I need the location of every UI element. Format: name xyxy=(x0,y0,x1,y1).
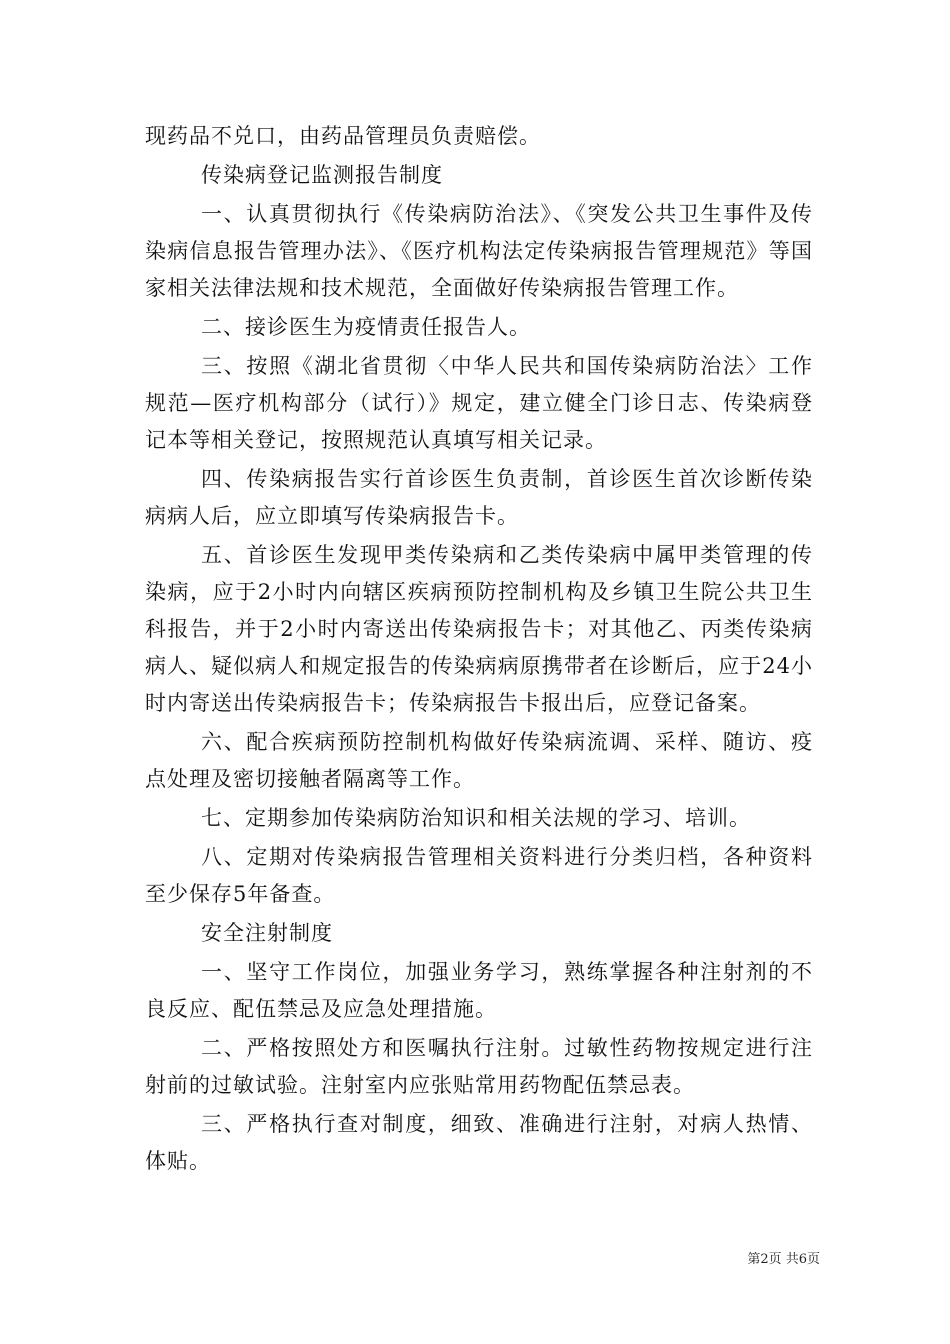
paragraph: 四、传染病报告实行首诊医生负责制，首诊医生首次诊断传染病病人后，应立即填写传染病报告卡。 xyxy=(145,467,813,528)
paragraph: 二、接诊医生为疫情责任报告人。 xyxy=(201,315,531,339)
paragraph: 一、认真贯彻执行《传染病防治法》、《突发公共卫生事件及传染病信息报告管理办法》、《医疗机构法定传染病报告管理规范》等国家相关法律法规和技术规范，全面做好传染病报告管理工作。 xyxy=(145,202,813,300)
paragraph: 五、首诊医生发现甲类传染病和乙类传染病中属甲类管理的传染病，应于2小时内向辖区疾病预防控制机构及乡镇卫生院公共卫生科报告，并于2小时内寄送出传染病报告卡；对其他乙、丙类传染病病人、疑似病人和规定报告的传染病病原携带者在诊断后，应于24小时内寄送出传染病报告卡；传染病报告卡报出后，应登记备案。 xyxy=(145,543,813,715)
section-heading-safe-injection: 安全注射制度 xyxy=(201,921,333,945)
paragraph: 三、按照《湖北省贯彻〈中华人民共和国传染病防治法〉工作规范—医疗机构部分（试行）》规定，建立健全门诊日志、传染病登记本等相关登记，按照规范认真填写相关记录。 xyxy=(145,354,813,452)
paragraph: 六、配合疾病预防控制机构做好传染病流调、采样、随访、疫点处理及密切接触者隔离等工作。 xyxy=(145,730,813,791)
page-number: 第2页 共6页 xyxy=(747,1252,820,1267)
document-body xyxy=(145,118,813,1182)
paragraph: 一、坚守工作岗位，加强业务学习，熟练掌握各种注射剂的不良反应、配伍禁忌及应急处理措施。 xyxy=(145,960,813,1021)
paragraph: 三、严格执行查对制度，细致、准确进行注射，对病人热情、体贴。 xyxy=(145,1112,813,1173)
paragraph: 八、定期对传染病报告管理相关资料进行分类归档，各种资料至少保存5年备查。 xyxy=(145,845,813,906)
paragraph: 二、严格按照处方和医嘱执行注射。过敏性药物按规定进行注射前的过敏试验。注射室内应张贴常用药物配伍禁忌表。 xyxy=(145,1036,813,1097)
paragraph: 七、定期参加传染病防治知识和相关法规的学习、培训。 xyxy=(201,806,751,830)
section-heading-infectious-disease-reporting: 传染病登记监测报告制度 xyxy=(201,163,443,187)
paragraph: 现药品不兑口，由药品管理员负责赔偿。 xyxy=(145,124,541,148)
